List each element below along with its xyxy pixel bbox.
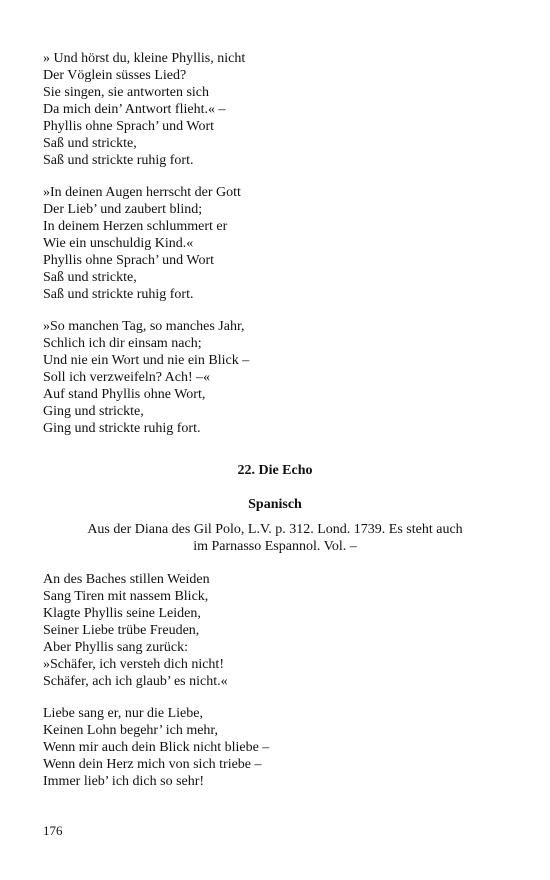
verse-line: Wenn dein Herz mich von sich triebe –	[43, 757, 262, 772]
page-number: 176	[43, 823, 63, 838]
verse-line: An des Baches stillen Weiden	[43, 572, 210, 587]
verse-line: Saß und strickte,	[43, 270, 137, 285]
verse-line: » Und hörst du, kleine Phyllis, nicht	[43, 51, 246, 66]
verse-line: In deinem Herzen schlummert er	[43, 219, 228, 234]
verse-line: Saß und strickte,	[43, 136, 137, 151]
verse-line: Saß und strickte ruhig fort.	[43, 153, 194, 168]
verse-line: Klagte Phyllis seine Leiden,	[43, 606, 201, 621]
verse-line: Der Lieb’ und zaubert blind;	[43, 202, 203, 217]
verse-line: Ging und strickte,	[43, 404, 144, 419]
verse-line: Da mich dein’ Antwort flieht.« –	[43, 102, 226, 117]
verse-line: Der Vöglein süsses Lied?	[43, 68, 187, 83]
verse-line: Phyllis ohne Sprach’ und Wort	[43, 253, 215, 268]
verse-line: »In deinen Augen herrscht der Gott	[43, 185, 241, 200]
verse-line: Immer lieb’ ich dich so sehr!	[43, 774, 205, 789]
verse-line: Phyllis ohne Sprach’ und Wort	[43, 119, 215, 134]
verse-line: Aber Phyllis sang zurück:	[43, 640, 189, 655]
stanza-3	[43, 318, 249, 437]
verse-line: Saß und strickte ruhig fort.	[43, 287, 194, 302]
verse-line: Sie singen, sie antworten sich	[43, 85, 210, 100]
verse-line: Sang Tiren mit nassem Blick,	[43, 589, 209, 604]
verse-line: Wenn mir auch dein Blick nicht bliebe –	[43, 740, 270, 755]
verse-line: Seiner Liebe trübe Freuden,	[43, 623, 200, 638]
verse-line: Wie ein unschuldig Kind.«	[43, 236, 194, 251]
stanza-4	[43, 571, 228, 690]
verse-line: Liebe sang er, nur die Liebe,	[43, 706, 203, 721]
section-subtitle: Spanisch	[248, 497, 302, 512]
verse-line: Keinen Lohn begehr’ ich mehr,	[43, 723, 219, 738]
stanza-5	[43, 705, 269, 790]
verse-line: Soll ich verzweifeln? Ach! –«	[43, 370, 211, 385]
stanza-1	[43, 50, 245, 169]
verse-line: »So manchen Tag, so manches Jahr,	[43, 319, 245, 334]
verse-line: Und nie ein Wort und nie ein Blick –	[43, 353, 250, 368]
verse-line: Schäfer, ach ich glaub’ es nicht.«	[43, 674, 228, 689]
source-note-line: Aus der Diana des Gil Polo, L.V. p. 312. Lond. 1739. Es steht auch	[87, 522, 463, 537]
stanza-2	[43, 184, 241, 303]
verse-line: »Schäfer, ich versteh dich nicht!	[43, 657, 224, 672]
source-note	[40, 521, 510, 555]
verse-line: Ging und strickte ruhig fort.	[43, 421, 201, 436]
section-title: 22. Die Echo	[237, 463, 313, 478]
source-note-line: im Parnasso Espannol. Vol. –	[193, 539, 357, 554]
verse-line: Schlich ich dir einsam nach;	[43, 336, 202, 351]
verse-line: Auf stand Phyllis ohne Wort,	[43, 387, 206, 402]
